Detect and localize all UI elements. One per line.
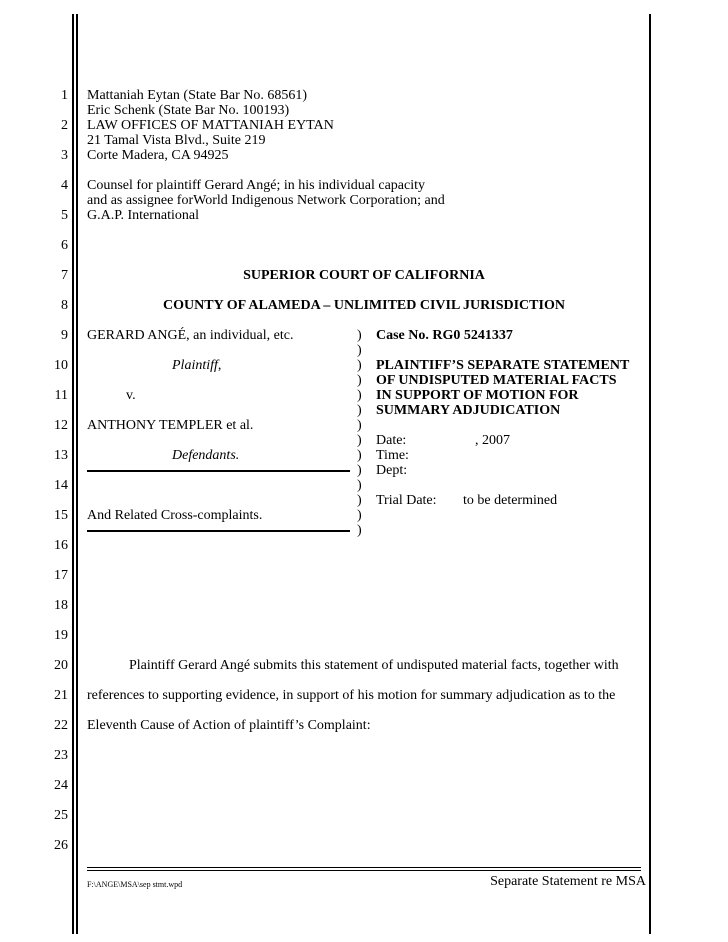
- line-number: 22: [54, 718, 68, 733]
- plaintiff-role-suffix: ,: [217, 358, 222, 373]
- line-number: 26: [54, 838, 68, 853]
- line-number: 14: [54, 478, 68, 493]
- case-number: Case No. RG0 5241337: [376, 328, 513, 343]
- court-name: SUPERIOR COURT OF CALIFORNIA: [243, 268, 485, 283]
- line-number: 24: [54, 778, 68, 793]
- document-title-line: IN SUPPORT OF MOTION FOR: [376, 388, 579, 403]
- defendant-role: Defendants.: [172, 448, 240, 463]
- counsel-line: 21 Tamal Vista Blvd., Suite 219: [87, 133, 266, 148]
- paren: ): [357, 433, 362, 448]
- line-number: 19: [54, 628, 68, 643]
- paren: ): [357, 388, 362, 403]
- footer-rule-bottom: [87, 870, 641, 871]
- trial-date-value: to be determined: [463, 493, 558, 508]
- paren: ): [357, 478, 362, 493]
- date-label: Date:: [376, 433, 407, 448]
- counsel-line: LAW OFFICES OF MATTANIAH EYTAN: [87, 118, 334, 133]
- line-number: 7: [61, 268, 68, 283]
- time-label: Time:: [376, 448, 409, 463]
- line-number: 21: [54, 688, 68, 703]
- line-number: 5: [61, 208, 68, 223]
- paren: ): [357, 523, 362, 538]
- caption-divider-top: [87, 470, 350, 472]
- plaintiff-role-text: Plaintiff: [172, 358, 218, 373]
- document-title-line: PLAINTIFF’S SEPARATE STATEMENT: [376, 358, 630, 373]
- line-number: 11: [54, 388, 68, 403]
- counsel-line: Corte Madera, CA 94925: [87, 148, 229, 163]
- line-number: 10: [54, 358, 68, 373]
- counsel-for-line: and as assignee forWorld Indigenous Network Corporation; and: [87, 193, 445, 208]
- caption-divider-bottom: [87, 530, 350, 532]
- paren: ): [357, 358, 362, 373]
- line-number: 20: [54, 658, 68, 673]
- left-margin-rule-outer: [72, 14, 74, 934]
- line-number: 17: [54, 568, 68, 583]
- line-number: 6: [61, 238, 68, 253]
- footer-rule-top: [87, 867, 641, 868]
- line-number: 18: [54, 598, 68, 613]
- body-line: Plaintiff Gerard Angé submits this statement of undisputed material facts, together with: [129, 658, 619, 673]
- document-title-line: SUMMARY ADJUDICATION: [376, 403, 561, 418]
- line-number: 1: [61, 88, 68, 103]
- line-number: 3: [61, 148, 68, 163]
- date-value: , 2007: [475, 433, 510, 448]
- left-margin-rule-inner: [76, 14, 78, 934]
- line-number: 12: [54, 418, 68, 433]
- counsel-for-line: G.A.P. International: [87, 208, 199, 223]
- counsel-line: Mattaniah Eytan (State Bar No. 68561): [87, 88, 308, 103]
- line-number: 15: [54, 508, 68, 523]
- paren: ): [357, 463, 362, 478]
- line-number: 8: [61, 298, 68, 313]
- dept-label: Dept:: [376, 463, 408, 478]
- paren: ): [357, 418, 362, 433]
- court-county: COUNTY OF ALAMEDA – UNLIMITED CIVIL JURISDICTION: [163, 298, 565, 313]
- paren: ): [357, 403, 362, 418]
- right-margin-rule: [649, 14, 651, 934]
- body-line: Eleventh Cause of Action of plaintiff’s Complaint:: [87, 718, 371, 733]
- line-number: 25: [54, 808, 68, 823]
- line-number: 16: [54, 538, 68, 553]
- footer-file-path: F:\ANGE\MSA\sep stmt.wpd: [87, 880, 183, 889]
- paren: ): [357, 448, 362, 463]
- line-number: 2: [61, 118, 68, 133]
- versus: v.: [126, 388, 136, 403]
- paren: ): [357, 343, 362, 358]
- trial-date-label: Trial Date:: [376, 493, 437, 508]
- counsel-for-line: Counsel for plaintiff Gerard Angé; in his individual capacity: [87, 178, 425, 193]
- defendant-name: ANTHONY TEMPLER et al.: [87, 418, 254, 433]
- plaintiff-role: [172, 358, 221, 373]
- paren: ): [357, 508, 362, 523]
- document-title-line: OF UNDISPUTED MATERIAL FACTS: [376, 373, 617, 388]
- line-number: 4: [61, 178, 68, 193]
- plaintiff-name: GERARD ANGÉ, an individual, etc.: [87, 328, 294, 343]
- paren: ): [357, 373, 362, 388]
- line-number: 9: [61, 328, 68, 343]
- line-number: 13: [54, 448, 68, 463]
- footer-title: Separate Statement re MSA: [490, 874, 646, 889]
- counsel-line: Eric Schenk (State Bar No. 100193): [87, 103, 290, 118]
- paren: ): [357, 493, 362, 508]
- line-number: 23: [54, 748, 68, 763]
- paren: ): [357, 328, 362, 343]
- related-complaints: And Related Cross-complaints.: [87, 508, 263, 523]
- body-line: references to supporting evidence, in support of his motion for summary adjudication as to the: [87, 688, 616, 703]
